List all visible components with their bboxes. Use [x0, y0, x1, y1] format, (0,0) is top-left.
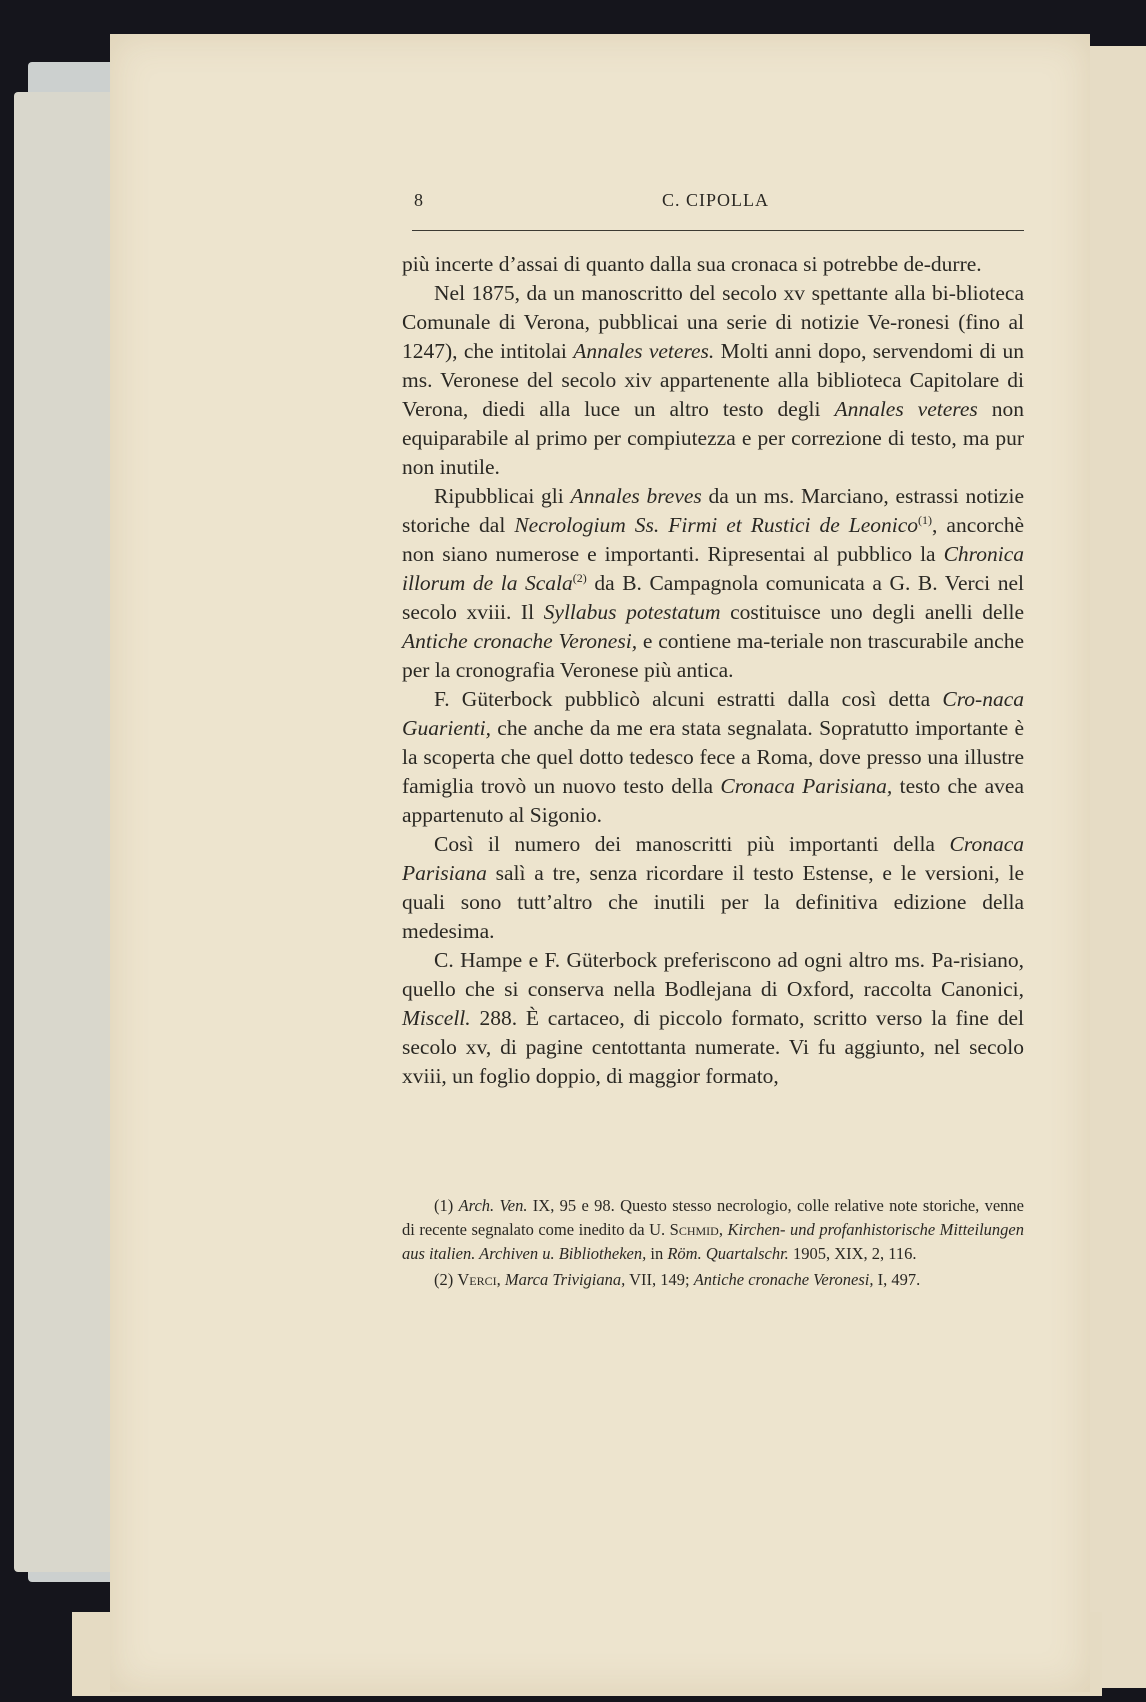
footnotes [402, 1194, 1024, 1292]
footnote: (2) Verci, Marca Trivigiana, VII, 149; Antiche cronache Veronesi, I, 497. [434, 1270, 921, 1289]
paragraph: Nel 1875, da un manoscritto del secolo xv spettante alla bi-blioteca Comunale di Verona, pubblicai una serie di notizie Ve-ronesi (fino al 1247), che intitolai Annales veteres. Molti anni dopo, servendomi di un ms. Veronese del secolo xiv appartenente alla biblioteca Capitolare di Verona, diedi alla luce un altro testo degli Annales veteres non equiparabile al primo per compiutezza e per correzione di testo, ma pur non inutile. [402, 281, 1024, 479]
paragraph: F. Güterbock pubblicò alcuni estratti dalla così detta Cro-naca Guarienti, che anche da me era stata segnalata. Sopratutto importante è la scoperta che quel dotto tedesco fece a Roma, dove presso una illustre famiglia trovò un nuovo testo della Cronaca Parisiana, testo che avea appartenuto al Sigonio. [402, 687, 1024, 827]
page-number: 8 [414, 190, 424, 210]
paragraph: Ripubblicai gli Annales breves da un ms. Marciano, estrassi notizie storiche dal Necrologium Ss. Firmi et Rustici de Leonico$^{(1)}$, ancorchè non siano numerose e importanti. Ripresentai al pubblico la Chronica illorum de la Scala$^{(2)}$ da B. Campagnola comunicata a G. B. Verci nel secolo xviii. Il Syllabus potestatum costituisce uno degli anelli delle Antiche cronache Veronesi, e contiene ma-teriale non trascurabile anche per la cronografia Veronese più antica. [402, 484, 1024, 682]
footnote-ref: (2) [572, 571, 587, 585]
footnote: (1) Arch. Ven. IX, 95 e 98. Questo stesso necrologio, colle relative note storiche, venne di recente segnalato come inedito da U. Schmid, Kirchen- und profanhistorische Mitteilungen aus italien. Archiven u. Bibliotheken, in Röm. Quartalschr. 1905, XIX, 2, 116. [402, 1196, 1025, 1263]
running-title: C. CIPOLLA [662, 190, 770, 210]
footnote-ref: (1) [918, 513, 933, 527]
adjacent-page-edge [1082, 46, 1146, 1688]
page-header [412, 190, 1024, 231]
paragraph: più incerte d’assai di quanto dalla sua cronaca si potrebbe de-durre. [402, 252, 982, 276]
body-text [402, 250, 1024, 1091]
paragraph: Così il numero dei manoscritti più importanti della Cronaca Parisiana salì a tre, senza ricordare il testo Estense, e le versioni, le quali sono tutt’altro che inutili per la definitiva edizione della medesima. [402, 832, 1024, 943]
underlying-sheet-edge [14, 92, 124, 1572]
paragraph: C. Hampe e F. Güterbock preferiscono ad ogni altro ms. Pa-risiano, quello che si conserva nella Bodlejana di Oxford, raccolta Canonici, Miscell. 288. È cartaceo, di piccolo formato, scritto verso la fine del secolo xv, di pagine centottanta numerate. Vi fu aggiunto, nel secolo xviii, un foglio doppio, di maggior formato, [402, 948, 1024, 1088]
